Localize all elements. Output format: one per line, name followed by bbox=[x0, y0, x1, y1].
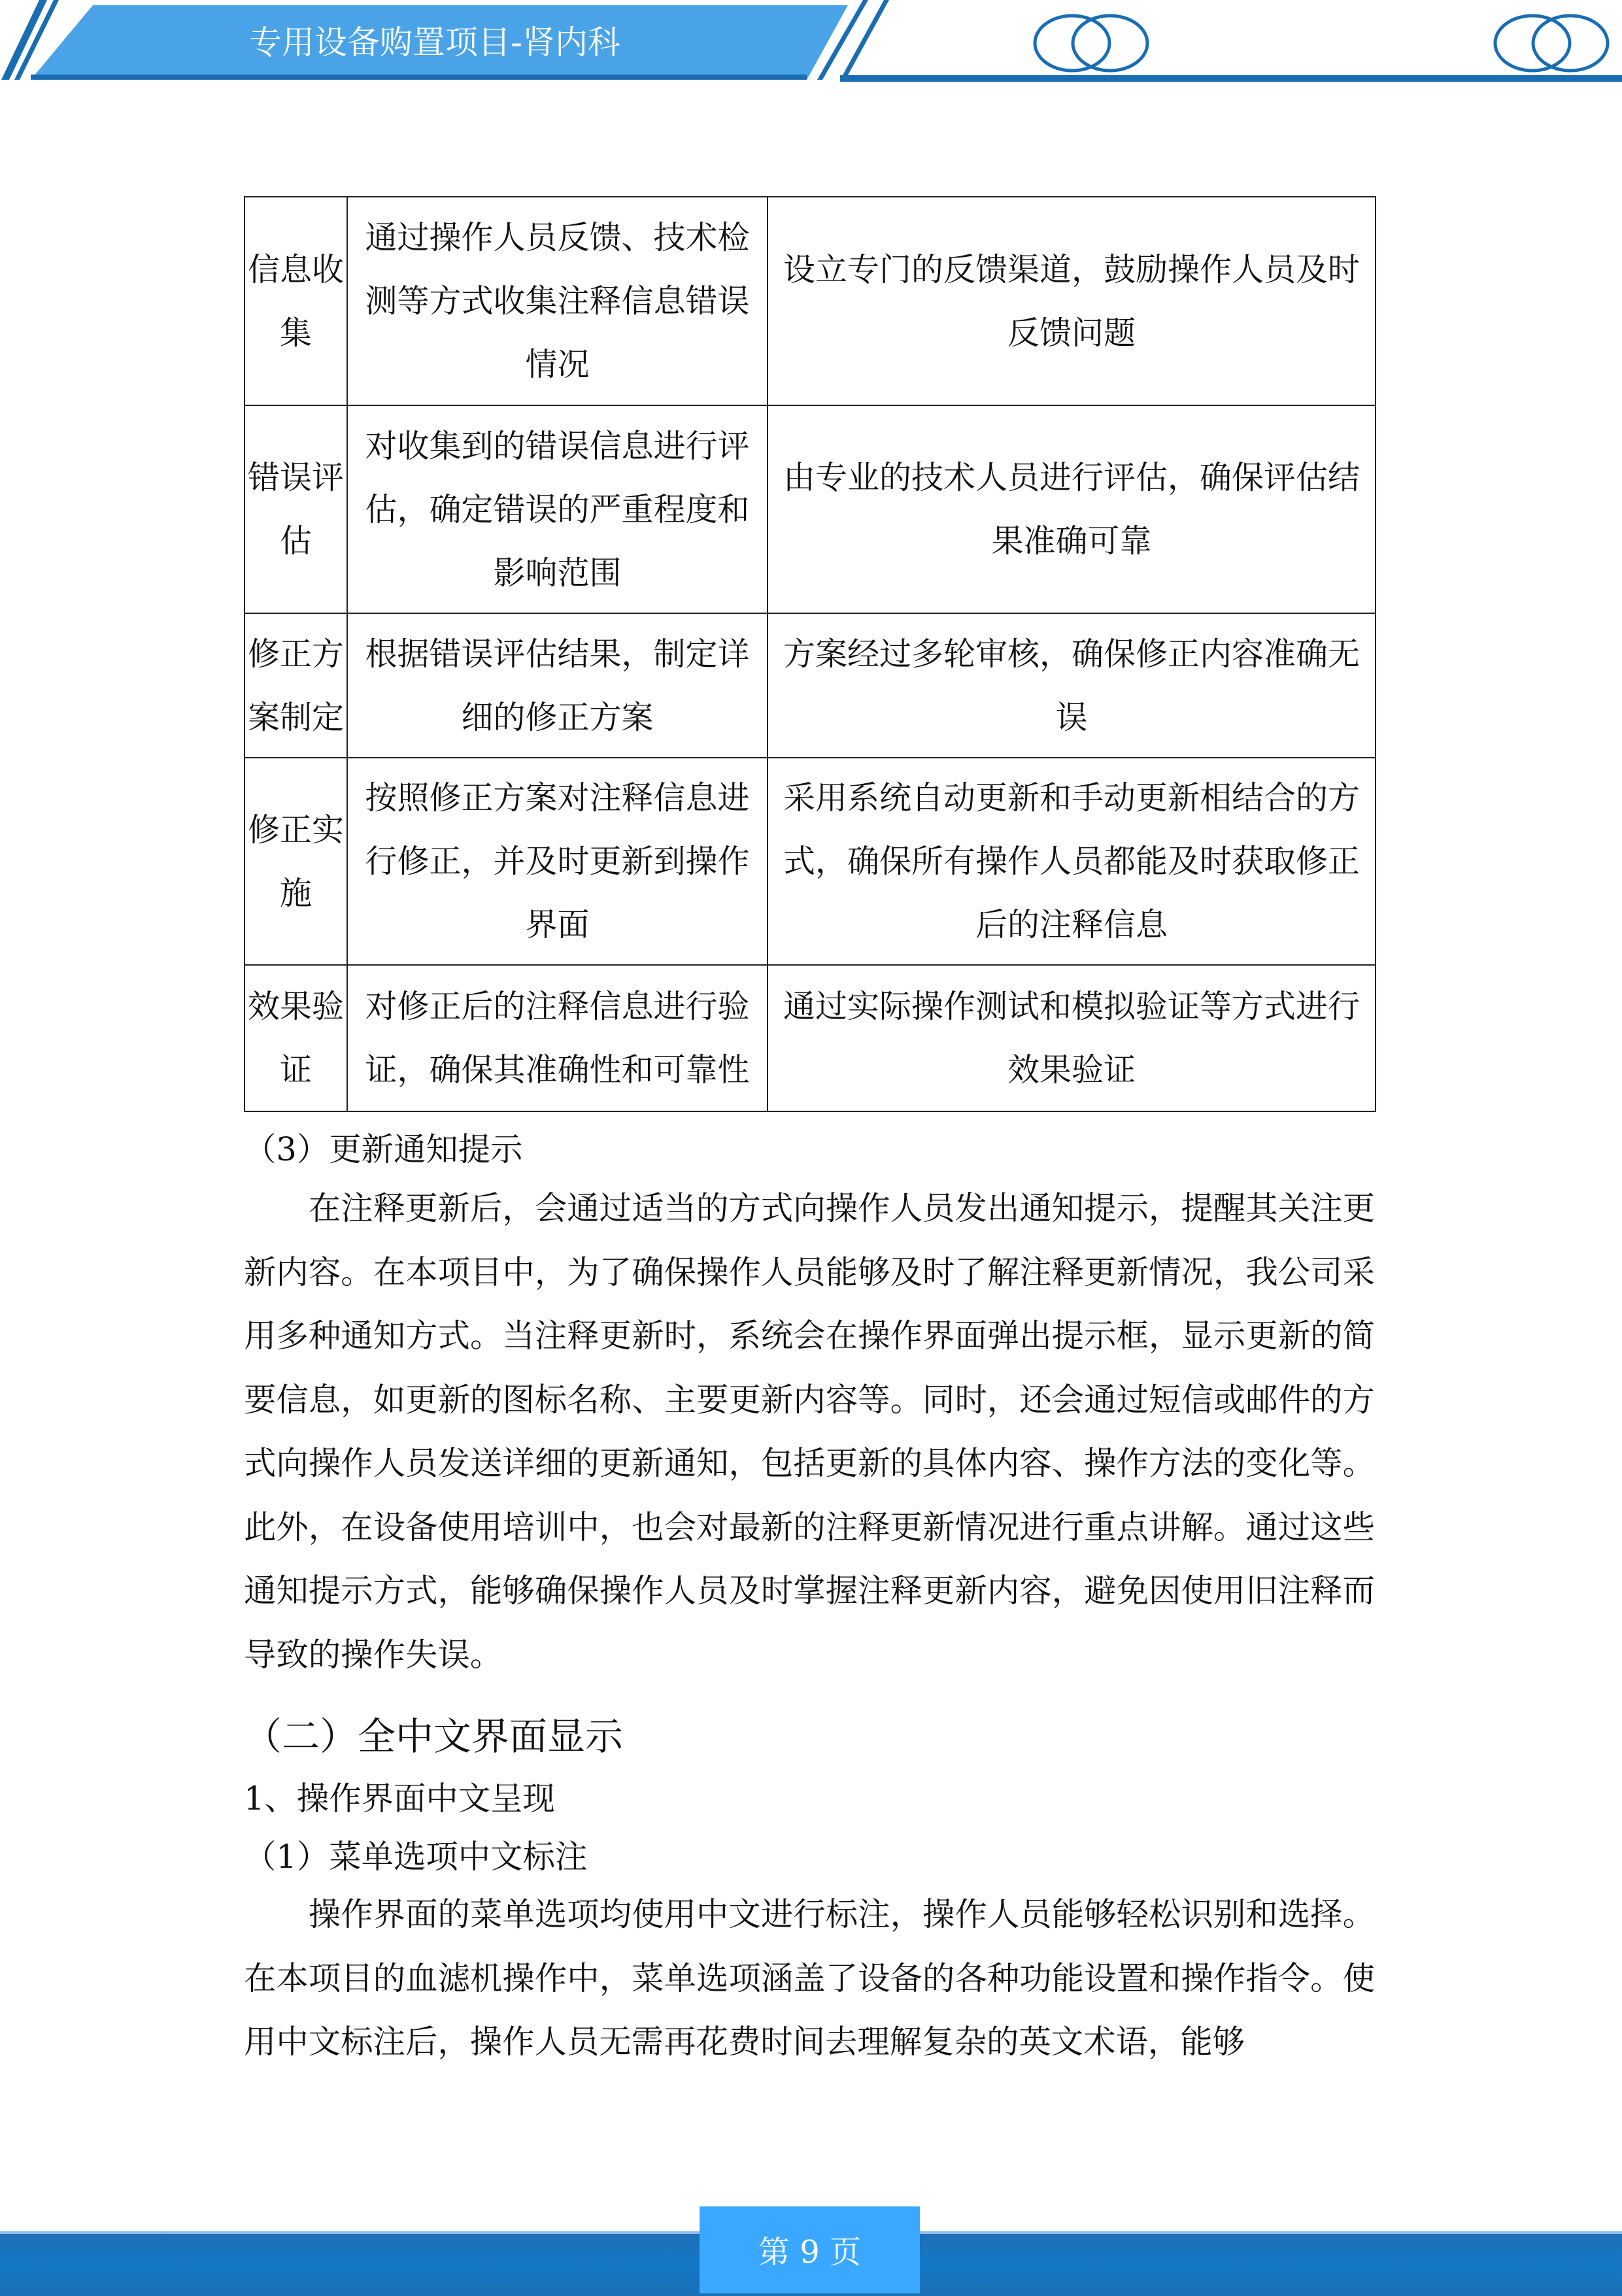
table-row bbox=[245, 965, 1376, 1111]
paragraph-menu-labels: 操作界面的菜单选项均使用中文进行标注，操作人员能够轻松识别和选择。在本项目的血滤机操作中，菜单选项涵盖了设备的各种功能设置和操作指令。使用中文标注后，操作人员无需再花费时间去理解复杂的英文术语，能够 bbox=[244, 1895, 1375, 2061]
process-table bbox=[244, 196, 1376, 1112]
page-number: 第 9 页 bbox=[758, 2234, 862, 2271]
table-cell: 效果验证 bbox=[245, 965, 347, 1111]
table-cell: 修正实施 bbox=[245, 758, 347, 965]
section-heading: （二）全中文界面显示 bbox=[244, 1714, 624, 1759]
page-header bbox=[0, 0, 1622, 88]
paragraph-update-notice: 在注释更新后，会通过适当的方式向操作人员发出通知提示，提醒其关注更新内容。在本项目中，为了确保操作人员能够及时了解注释更新情况，我公司采用多种通知方式。当注释更新时，系统会在操作界面弹出提示框，显示更新的简要信息，如更新的图标名称、主要更新内容等。同时，还会通过短信或邮件的方式向操作人员发送详细的更新通知，包括更新的具体内容、操作方法的变化等。此外，在设备使用培训中，也会对最新的注释更新情况进行重点讲解。通过这些通知提示方式，能够确保操作人员及时掌握注释更新内容，避免因使用旧注释而导致的操作失误。 bbox=[244, 1189, 1375, 1674]
table-cell: 设立专门的反馈渠道，鼓励操作人员及时反馈问题 bbox=[768, 197, 1376, 405]
header-title: 专用设备购置项目-肾内科 bbox=[248, 24, 621, 61]
table-cell: 修正方案制定 bbox=[245, 613, 347, 758]
table-row bbox=[245, 197, 1376, 405]
table-cell: 通过实际操作测试和模拟验证等方式进行效果验证 bbox=[768, 965, 1376, 1111]
table-cell: 根据错误评估结果，制定详细的修正方案 bbox=[347, 613, 768, 758]
table-cell: 对收集到的错误信息进行评估，确定错误的严重程度和影响范围 bbox=[347, 405, 768, 613]
table-cell: 按照修正方案对注释信息进行修正，并及时更新到操作界面 bbox=[347, 758, 768, 965]
table-cell: 通过操作人员反馈、技术检测等方式收集注释信息错误情况 bbox=[347, 197, 768, 405]
table-cell: 错误评估 bbox=[245, 405, 347, 613]
table-cell: 方案经过多轮审核，确保修正内容准确无误 bbox=[768, 613, 1376, 758]
table-cell: 信息收集 bbox=[245, 197, 347, 405]
rings-icon bbox=[1035, 16, 1608, 71]
subheading-update-notice: （3）更新通知提示 bbox=[244, 1130, 523, 1168]
subheading-menu-labels: （1）菜单选项中文标注 bbox=[244, 1838, 588, 1876]
table-cell: 采用系统自动更新和手动更新相结合的方式，确保所有操作人员都能及时获取修正后的注释信息 bbox=[768, 758, 1376, 965]
table-cell: 由专业的技术人员进行评估，确保评估结果准确可靠 bbox=[768, 405, 1376, 613]
table-row bbox=[245, 613, 1376, 758]
subsection-heading: 1、操作界面中文呈现 bbox=[244, 1780, 555, 1817]
table-row bbox=[245, 758, 1376, 965]
table-row bbox=[245, 405, 1376, 613]
table-cell: 对修正后的注释信息进行验证，确保其准确性和可靠性 bbox=[347, 965, 768, 1111]
